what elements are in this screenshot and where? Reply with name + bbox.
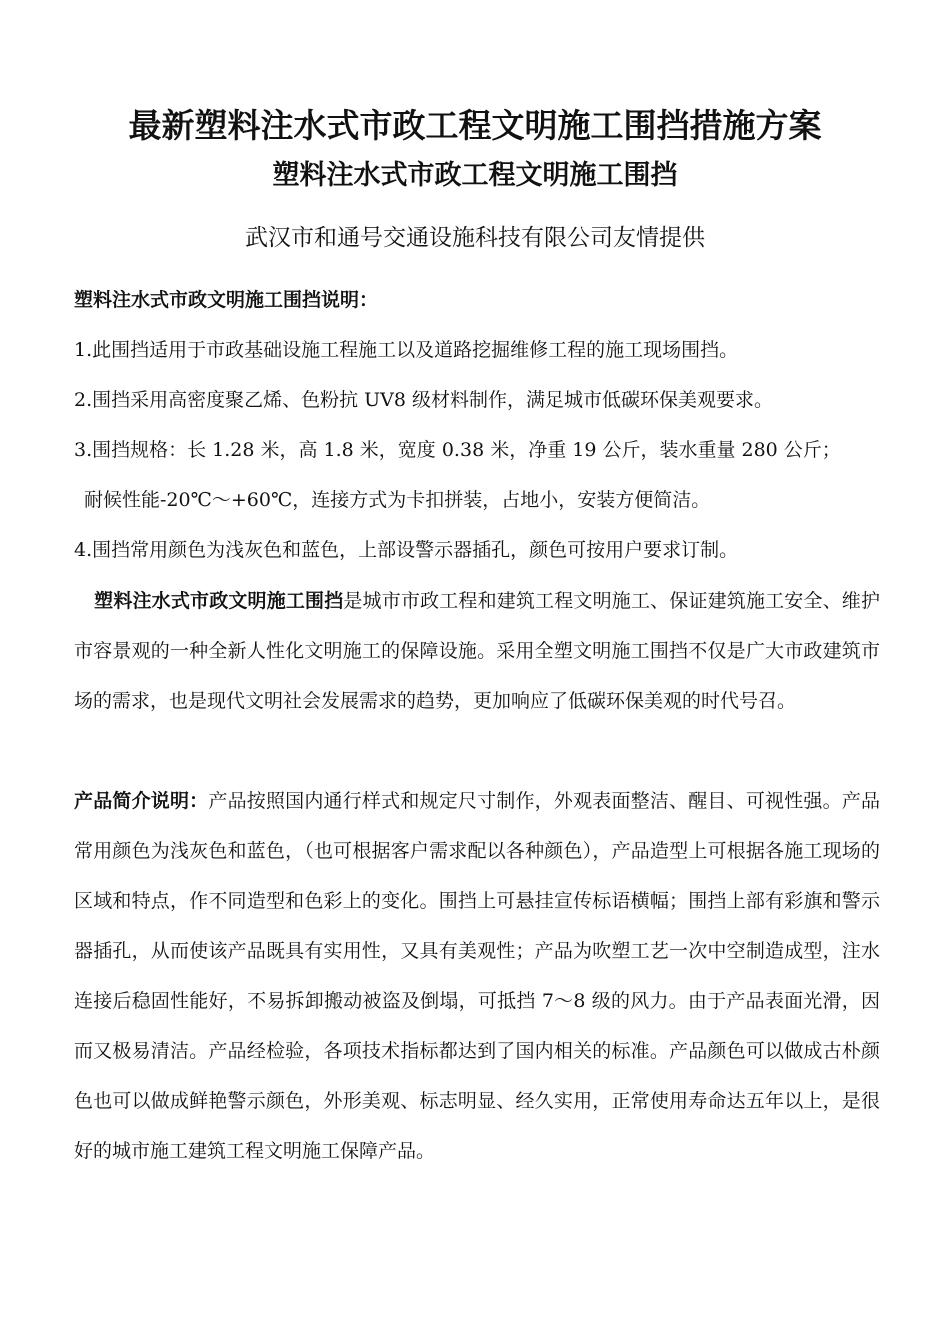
intro-paragraph-lead: 塑料注水式市政文明施工围挡 — [94, 590, 344, 612]
list-item: 1.此围挡适用于市政基础设施工程施工以及道路挖掘维修工程的施工现场围挡。 — [74, 339, 739, 361]
document-subtitle: 塑料注水式市政工程文明施工围挡 — [272, 160, 678, 191]
list-item: 4.围挡常用颜色为浅灰色和蓝色，上部设警示器插孔，颜色可按用户要求订制。 — [74, 539, 739, 561]
list-item-continuation: 耐候性能-20℃～+60℃，连接方式为卡扣拼装，占地小，安装方便简洁。 — [84, 489, 711, 511]
list-item: 2.围挡采用高密度聚乙烯、色粉抗 UV8 级材料制作，满足城市低碳环保美观要求。 — [74, 389, 774, 411]
provider-credit: 武汉市和通号交通设施科技有限公司友情提供 — [245, 225, 705, 251]
document-title: 最新塑料注水式市政工程文明施工围挡措施方案 — [128, 106, 822, 145]
intro-paragraph — [74, 576, 880, 726]
product-paragraph-lead: 产品简介说明： — [74, 790, 209, 812]
intro-paragraph-body: 是城市市政工程和建筑工程文明施工、保证建筑施工安全、维护市容景观的一种全新人性化文明施工的保障设施。采用全塑文明施工围挡不仅是广大市政建筑市场的需求，也是现代文明社会发展需求的趋势，更加响应了低碳环保美观的时代号召。 — [74, 590, 880, 712]
product-paragraph — [74, 776, 880, 1176]
section-heading: 塑料注水式市政文明施工围挡说明： — [74, 289, 379, 311]
product-paragraph-body: 产品按照国内通行样式和规定尺寸制作，外观表面整洁、醒目、可视性强。产品常用颜色为浅灰色和蓝色，（也可根据客户需求配以各种颜色），产品造型上可根据各施工现场的区域和特点，作不同造型和色彩上的变化。围挡上可悬挂宣传标语横幅；围挡上部有彩旗和警示器插孔，从而使该产品既具有实用性，又具有美观性；产品为吹塑工艺一次中空制造成型，注水连接后稳固性能好，不易拆卸搬动被盗及倒塌，可抵挡 7～8 级的风力。由于产品表面光滑，因而又极易清洁。产品经检验，各项技术指标都达到了国内相关的标准。产品颜色可以做成古朴颜色也可以做成鲜艳警示颜色，外形美观、标志明显、经久实用，正常使用寿命达五年以上，是很好的城市施工建筑工程文明施工保障产品。 — [74, 790, 880, 1162]
list-item: 3.围挡规格：长 1.28 米，高 1.8 米，宽度 0.38 米，净重 19 公斤，装水重量 280 公斤； — [74, 439, 841, 461]
